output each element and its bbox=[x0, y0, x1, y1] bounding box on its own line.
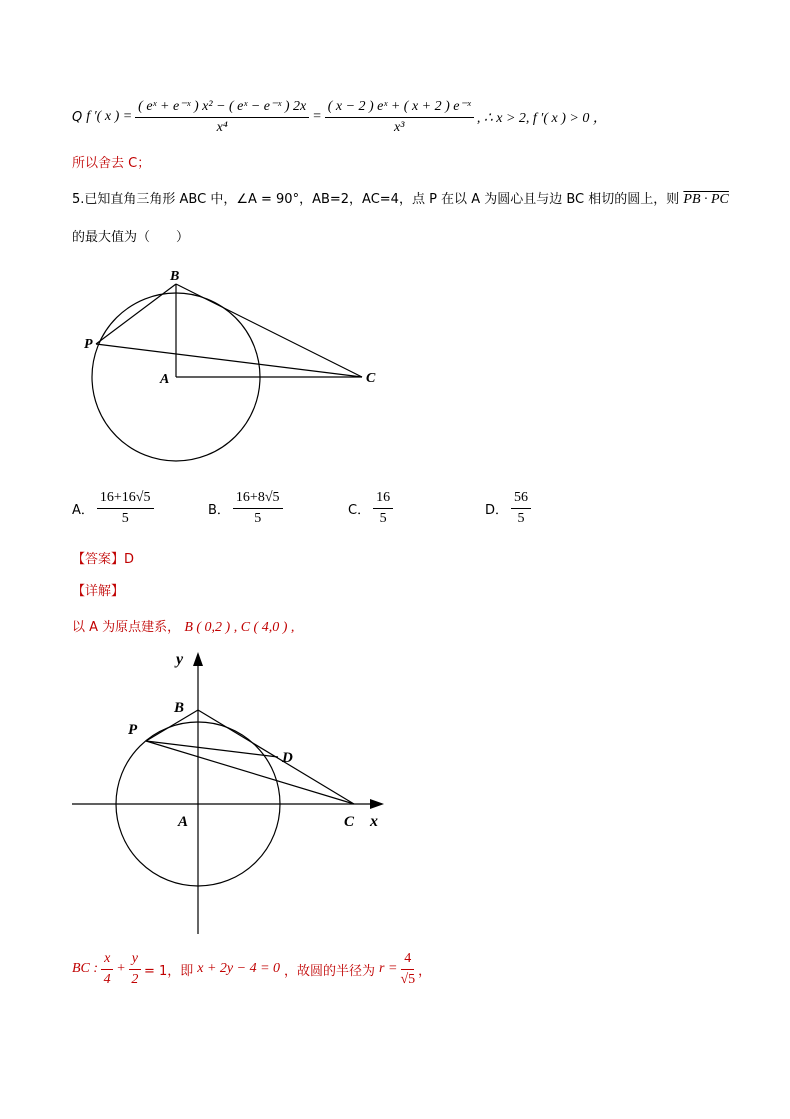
option-a[interactable] bbox=[72, 490, 157, 527]
option-b-num: 16+8√5 bbox=[233, 490, 283, 509]
segment-pb bbox=[96, 284, 176, 344]
option-c-letter: C． bbox=[348, 503, 371, 518]
bc-frac-x-num: x bbox=[101, 951, 113, 970]
bc-frac-y bbox=[129, 951, 141, 988]
label-p: P bbox=[84, 337, 93, 352]
option-c-num: 16 bbox=[373, 490, 393, 509]
y-axis-arrow bbox=[193, 652, 203, 666]
segment-pb-2 bbox=[146, 710, 198, 741]
setup-line bbox=[72, 616, 294, 636]
derivative-tail: , ∴ x > 2, f ′( x ) > 0 ， bbox=[476, 111, 607, 126]
question-5-stem-a: 5.已知直角三角形 ABC 中，∠A = 90°，AB=2，AC=4，点 P 在以 A 为圆心且与边 BC 相切的圆上，则 bbox=[72, 192, 680, 207]
figure-2-coordinate-system bbox=[66, 646, 396, 940]
bc-frac-y-den: 2 bbox=[131, 971, 139, 987]
option-a-frac bbox=[97, 490, 154, 527]
label-a: A bbox=[160, 372, 170, 387]
label-b: B bbox=[170, 269, 180, 284]
setup-text: 以 A 为原点建系， bbox=[72, 620, 181, 635]
option-a-letter: A． bbox=[72, 503, 94, 518]
bc-frac-x-den: 4 bbox=[103, 971, 111, 987]
detail-header: 【详解】 bbox=[72, 584, 125, 599]
option-b-den: 5 bbox=[254, 511, 262, 526]
bc-frac-y-num: y bbox=[129, 951, 141, 970]
radius-end: ， bbox=[418, 963, 432, 979]
eq-one: = 1，即 bbox=[143, 963, 194, 979]
discard-c-line: 所以舍去 C； bbox=[72, 156, 151, 171]
option-d[interactable] bbox=[485, 490, 534, 527]
derivative-lead: Q bbox=[72, 109, 83, 125]
line-equation: x + 2y − 4 = 0 bbox=[197, 961, 281, 976]
x-axis-arrow bbox=[370, 799, 384, 809]
option-d-den: 5 bbox=[517, 511, 525, 526]
derivative-line bbox=[72, 92, 607, 142]
option-c-den: 5 bbox=[379, 511, 387, 526]
segment-bc bbox=[176, 284, 362, 377]
option-b[interactable] bbox=[208, 490, 286, 527]
radius-frac-den: √5 bbox=[400, 971, 416, 987]
plus-sign: + bbox=[116, 961, 126, 976]
label-p-2: P bbox=[128, 722, 138, 738]
label-d: D bbox=[282, 750, 293, 766]
segment-pc-2 bbox=[146, 741, 354, 804]
derivative-frac2-den: x³ bbox=[394, 119, 405, 135]
option-b-letter: B． bbox=[208, 503, 230, 518]
vector-expression: PB · PC bbox=[683, 192, 729, 207]
label-b-2: B bbox=[174, 700, 185, 716]
radius-frac bbox=[400, 951, 415, 988]
radius-symbol: r = bbox=[379, 961, 398, 976]
option-b-frac bbox=[233, 490, 283, 527]
question-5-stem bbox=[72, 188, 729, 208]
label-y: y bbox=[176, 651, 184, 668]
option-c[interactable] bbox=[348, 490, 396, 527]
derivative-frac1-num: ( eˣ + e⁻ˣ ) x² − ( eˣ − e⁻ˣ ) 2x bbox=[135, 99, 309, 118]
answer-line: 【答案】D bbox=[72, 552, 135, 567]
derivative-frac1-den: x⁴ bbox=[216, 119, 228, 135]
label-x: x bbox=[370, 813, 378, 830]
figure-1-circle-triangle bbox=[80, 264, 390, 474]
bc-frac-x bbox=[101, 951, 113, 988]
radius-line bbox=[72, 946, 431, 992]
label-c-2: C bbox=[344, 814, 355, 830]
option-a-den: 5 bbox=[121, 511, 129, 526]
label-a-2: A bbox=[178, 814, 189, 830]
derivative-frac1 bbox=[135, 99, 309, 136]
question-5-stem-b: 的最大值为（ ） bbox=[72, 230, 190, 245]
setup-math: B ( 0,2 ) , C ( 4,0 ) , bbox=[184, 620, 295, 635]
option-c-frac bbox=[373, 490, 393, 527]
derivative-frac2 bbox=[325, 99, 474, 136]
label-c: C bbox=[366, 371, 376, 386]
option-d-letter: D． bbox=[485, 503, 509, 518]
radius-frac-num: 4 bbox=[401, 951, 414, 970]
option-d-frac bbox=[511, 490, 531, 527]
option-a-num: 16+16√5 bbox=[97, 490, 154, 509]
derivative-eq: = bbox=[312, 109, 322, 124]
radius-text: ，故圆的半径为 bbox=[284, 963, 376, 979]
bc-label: BC : bbox=[72, 961, 99, 976]
derivative-lhs: f ′( x ) = bbox=[86, 109, 133, 124]
derivative-frac2-num: ( x − 2 ) eˣ + ( x + 2 ) e⁻ˣ bbox=[325, 99, 474, 118]
segment-pc bbox=[96, 344, 362, 377]
option-d-num: 56 bbox=[511, 490, 531, 509]
